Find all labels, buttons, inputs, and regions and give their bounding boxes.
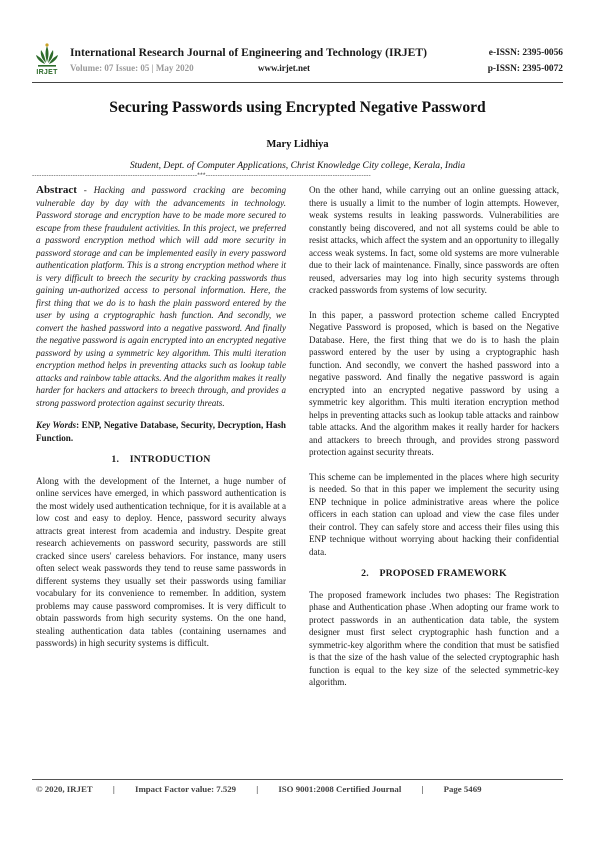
keywords-text: : ENP, Negative Database, Security, Decryption, Hash Function.: [36, 420, 286, 443]
journal-header: [32, 42, 563, 80]
footer-impact-factor: Impact Factor value: 7.529: [135, 784, 237, 794]
abstract-text: - Hacking and password cracking are becoming vulnerable day by day with the advancements in technology. Password storage and encryption have to be made more secured to escape from these fraudulent activities. In this project, we preferred a password encryption method which will add more security in password storage and can be implemented easily in every password authentication platform. This is a strong encryption method where it is very difficult to breech the security by cracking passwords thus gaining un-authorized access to personal information. Here, the first thing that we do is to hash the plain password entered by the user by using a cryptographic hash function. And secondly, we convert the hashed password into a negative password. And finally the negative password is again encrypted into an encrypted negative password by using a symmetric key algorithm. This multi iteration encryption method helps in preventing attacks such as lookup table attacks and rainbow table attacks. And the algorithm makes it really harder for hackers and attackers to breech through, and provides a strong password protection against security threats.: [36, 185, 286, 408]
body-paragraph-1: On the other hand, while carrying out an online guessing attack, there is usually a limit to the number of login attempts. However, weak systems results in leaking passwords. Vulnerabilities are constantly being discovered, and not all systems could be able to resist attacks, which affect the system and an opportunity to illegally access weak systems. In fact, some old systems are more vulnerable due to their lack of maintenance. Finally, since passwords are often reused, adversaries may log into high security systems through cracked passwords from systems of low security.: [309, 185, 559, 295]
logo-text: IRJET: [36, 69, 58, 76]
body-paragraph-2: In this paper, a password protection scheme called Encrypted Negative Password is proposed, which is based on the Negative Database. Here, the first thing that we do is to hash the plain password entered by the user by using a cryptographic hash function. And secondly, we convert the hashed password into a negative password. And finally the negative password is again encrypted into an encrypted negative password by using a symmetric key algorithm. This multi iteration encryption method helps in preventing attacks such as lookup table attacks and rainbow table attacks. And the algorithm makes it really harder for hackers and attackers to breech through, and provides strong password protection against security threats.: [309, 309, 559, 457]
irjet-logo: [32, 42, 62, 78]
abstract: [36, 184, 286, 409]
section-divider: ---------------------------------------------------------------------***---------------------------------------------------------------------: [32, 172, 371, 179]
body-paragraph-4: The proposed framework includes two phases: The Registration phase and Authentication phase .When adopting our frame work to protect passwords in an authentication data table, the system designer must first select cryptographic hash function and a symmetric-key algorithm where the condition that must be satisfied is that the size of the hash value of the selected cryptographic hash function is equal to the key size of the selected symmetric-key algorithm.: [309, 589, 559, 687]
intro-paragraph: Along with the development of the Internet, a huge number of online services have emerged, in which password authentication is the most widely used authentication technique, for it is available at a low cost and easy to deploy. Hence, password security always attracts great interest from academia and industry. Despite great research achievements on password security, passwords are still cracked since users' careless behaviors. For instance, many users often select weak passwords they tend to reuse same passwords in different systems they usually set their passwords using familiar vocabulary for its convenience to remember. In addition, system problems may cause password compromises. It is very difficult to obtain passwords from high security systems. On the one hand, stealing authentication data tables (containing usernames and passwords) in high security systems is difficult.: [36, 475, 286, 648]
footer-separator: |: [421, 784, 424, 794]
keywords-label: Key Words: [36, 420, 77, 430]
body-paragraph-3: This scheme can be implemented in the places where high security is needed. So that in this paper we implement the security using ENP technique in police administrative areas where the police officers in each station can upload and view the case files under their control. They can safely store and access their files using this ENP technique without worrying about hacking their confidential data.: [309, 471, 559, 557]
leaf-emblem-icon: [32, 42, 62, 70]
footer-separator: |: [112, 784, 115, 794]
author-affiliation: Student, Dept. of Computer Applications, Christ Knowledge City college, Kerala, India: [129, 160, 466, 171]
footer-iso: ISO 9001:2008 Certified Journal: [278, 784, 402, 794]
volume-issue: Volume: 07 Issue: 05 | May 2020: [70, 63, 194, 73]
footer-rule: [32, 779, 563, 780]
author-name: Mary Lidhiya: [266, 139, 329, 150]
p-issn: p-ISSN: 2395-0072: [487, 64, 563, 74]
right-column: [309, 184, 559, 689]
section-heading-introduction: 1. INTRODUCTION: [111, 454, 211, 465]
abstract-label: Abstract: [36, 184, 77, 196]
paper-title: Securing Passwords using Encrypted Negative Password: [109, 99, 486, 116]
journal-title: International Research Journal of Engineering and Technology (IRJET): [70, 46, 427, 59]
page-footer: [36, 784, 536, 794]
header-rule: [32, 82, 563, 83]
footer-copyright: © 2020, IRJET: [36, 784, 93, 794]
footer-page-number: Page 5469: [443, 784, 482, 794]
keywords: [36, 419, 286, 444]
e-issn: e-ISSN: 2395-0056: [488, 48, 563, 58]
footer-separator: |: [256, 784, 259, 794]
journal-website: www.irjet.net: [258, 63, 310, 73]
section-heading-framework: 2. PROPOSED FRAMEWORK: [361, 568, 507, 579]
left-column: [36, 184, 286, 650]
